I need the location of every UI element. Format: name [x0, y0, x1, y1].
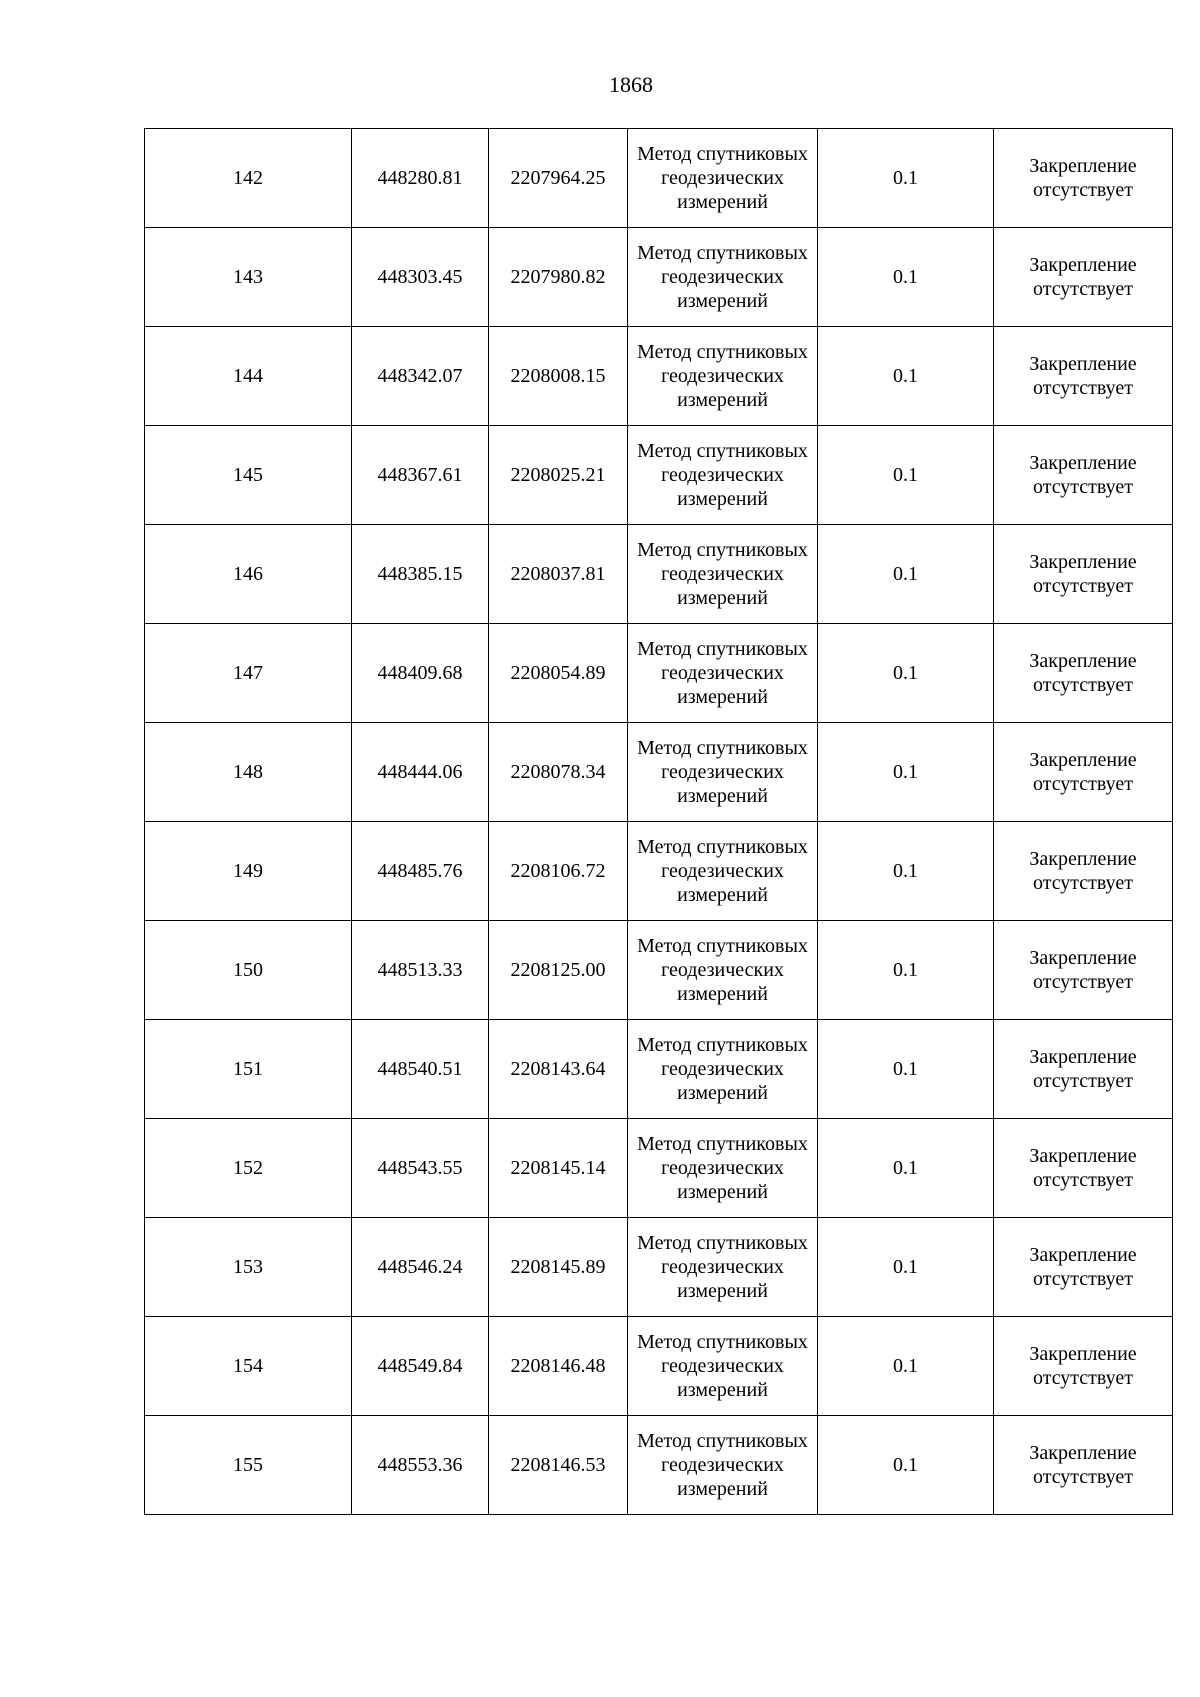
accuracy-cell: 0.1: [818, 822, 994, 921]
y-coordinate-cell: 2208145.89: [489, 1218, 628, 1317]
point-number-cell: 155: [145, 1416, 352, 1515]
x-coordinate-cell: 448280.81: [352, 129, 489, 228]
fixing-description-cell: Закрепление отсутствует: [994, 1218, 1173, 1317]
method-cell: Метод спутниковых геодезических измерений: [628, 1218, 818, 1317]
method-cell: Метод спутниковых геодезических измерений: [628, 228, 818, 327]
y-coordinate-cell: 2208145.14: [489, 1119, 628, 1218]
x-coordinate-cell: 448546.24: [352, 1218, 489, 1317]
y-coordinate-cell: 2207980.82: [489, 228, 628, 327]
accuracy-cell: 0.1: [818, 1317, 994, 1416]
table-row: [145, 228, 1173, 327]
point-number-cell: 147: [145, 624, 352, 723]
table-row: [145, 1416, 1173, 1515]
fixing-description-cell: Закрепление отсутствует: [994, 1416, 1173, 1515]
method-cell: Метод спутниковых геодезических измерений: [628, 426, 818, 525]
y-coordinate-cell: 2207964.25: [489, 129, 628, 228]
table-row: [145, 327, 1173, 426]
page-number: 1868: [609, 72, 653, 97]
method-cell: Метод спутниковых геодезических измерений: [628, 525, 818, 624]
x-coordinate-cell: 448540.51: [352, 1020, 489, 1119]
fixing-description-cell: Закрепление отсутствует: [994, 1020, 1173, 1119]
table-row: [145, 525, 1173, 624]
x-coordinate-cell: 448342.07: [352, 327, 489, 426]
accuracy-cell: 0.1: [818, 426, 994, 525]
point-number-cell: 149: [145, 822, 352, 921]
y-coordinate-cell: 2208143.64: [489, 1020, 628, 1119]
table-row: [145, 1317, 1173, 1416]
y-coordinate-cell: 2208054.89: [489, 624, 628, 723]
accuracy-cell: 0.1: [818, 624, 994, 723]
point-number-cell: 154: [145, 1317, 352, 1416]
fixing-description-cell: Закрепление отсутствует: [994, 921, 1173, 1020]
accuracy-cell: 0.1: [818, 1020, 994, 1119]
y-coordinate-cell: 2208078.34: [489, 723, 628, 822]
y-coordinate-cell: 2208037.81: [489, 525, 628, 624]
accuracy-cell: 0.1: [818, 327, 994, 426]
fixing-description-cell: Закрепление отсутствует: [994, 822, 1173, 921]
point-number-cell: 148: [145, 723, 352, 822]
x-coordinate-cell: 448543.55: [352, 1119, 489, 1218]
method-cell: Метод спутниковых геодезических измерений: [628, 723, 818, 822]
table-row: [145, 624, 1173, 723]
method-cell: Метод спутниковых геодезических измерений: [628, 1020, 818, 1119]
method-cell: Метод спутниковых геодезических измерений: [628, 822, 818, 921]
fixing-description-cell: Закрепление отсутствует: [994, 624, 1173, 723]
table-row: [145, 822, 1173, 921]
point-number-cell: 151: [145, 1020, 352, 1119]
table-row: [145, 1119, 1173, 1218]
fixing-description-cell: Закрепление отсутствует: [994, 525, 1173, 624]
fixing-description-cell: Закрепление отсутствует: [994, 1317, 1173, 1416]
method-cell: Метод спутниковых геодезических измерений: [628, 1317, 818, 1416]
x-coordinate-cell: 448367.61: [352, 426, 489, 525]
x-coordinate-cell: 448513.33: [352, 921, 489, 1020]
table-row: [145, 426, 1173, 525]
accuracy-cell: 0.1: [818, 921, 994, 1020]
fixing-description-cell: Закрепление отсутствует: [994, 723, 1173, 822]
point-number-cell: 152: [145, 1119, 352, 1218]
point-number-cell: 150: [145, 921, 352, 1020]
y-coordinate-cell: 2208146.53: [489, 1416, 628, 1515]
x-coordinate-cell: 448385.15: [352, 525, 489, 624]
x-coordinate-cell: 448553.36: [352, 1416, 489, 1515]
point-number-cell: 143: [145, 228, 352, 327]
x-coordinate-cell: 448444.06: [352, 723, 489, 822]
fixing-description-cell: Закрепление отсутствует: [994, 129, 1173, 228]
accuracy-cell: 0.1: [818, 525, 994, 624]
fixing-description-cell: Закрепление отсутствует: [994, 327, 1173, 426]
y-coordinate-cell: 2208106.72: [489, 822, 628, 921]
accuracy-cell: 0.1: [818, 723, 994, 822]
x-coordinate-cell: 448485.76: [352, 822, 489, 921]
coordinates-table: [144, 128, 1173, 1515]
table-row: [145, 129, 1173, 228]
table-body: [145, 129, 1173, 1515]
fixing-description-cell: Закрепление отсутствует: [994, 1119, 1173, 1218]
table-row: [145, 1020, 1173, 1119]
x-coordinate-cell: 448549.84: [352, 1317, 489, 1416]
point-number-cell: 142: [145, 129, 352, 228]
x-coordinate-cell: 448303.45: [352, 228, 489, 327]
method-cell: Метод спутниковых геодезических измерений: [628, 1119, 818, 1218]
accuracy-cell: 0.1: [818, 1218, 994, 1317]
accuracy-cell: 0.1: [818, 1119, 994, 1218]
table-row: [145, 1218, 1173, 1317]
point-number-cell: 146: [145, 525, 352, 624]
y-coordinate-cell: 2208125.00: [489, 921, 628, 1020]
accuracy-cell: 0.1: [818, 1416, 994, 1515]
method-cell: Метод спутниковых геодезических измерений: [628, 1416, 818, 1515]
method-cell: Метод спутниковых геодезических измерений: [628, 624, 818, 723]
accuracy-cell: 0.1: [818, 228, 994, 327]
accuracy-cell: 0.1: [818, 129, 994, 228]
x-coordinate-cell: 448409.68: [352, 624, 489, 723]
fixing-description-cell: Закрепление отсутствует: [994, 228, 1173, 327]
table-row: [145, 723, 1173, 822]
point-number-cell: 153: [145, 1218, 352, 1317]
method-cell: Метод спутниковых геодезических измерений: [628, 129, 818, 228]
y-coordinate-cell: 2208008.15: [489, 327, 628, 426]
y-coordinate-cell: 2208146.48: [489, 1317, 628, 1416]
table-row: [145, 921, 1173, 1020]
point-number-cell: 144: [145, 327, 352, 426]
point-number-cell: 145: [145, 426, 352, 525]
y-coordinate-cell: 2208025.21: [489, 426, 628, 525]
method-cell: Метод спутниковых геодезических измерений: [628, 921, 818, 1020]
fixing-description-cell: Закрепление отсутствует: [994, 426, 1173, 525]
method-cell: Метод спутниковых геодезических измерений: [628, 327, 818, 426]
